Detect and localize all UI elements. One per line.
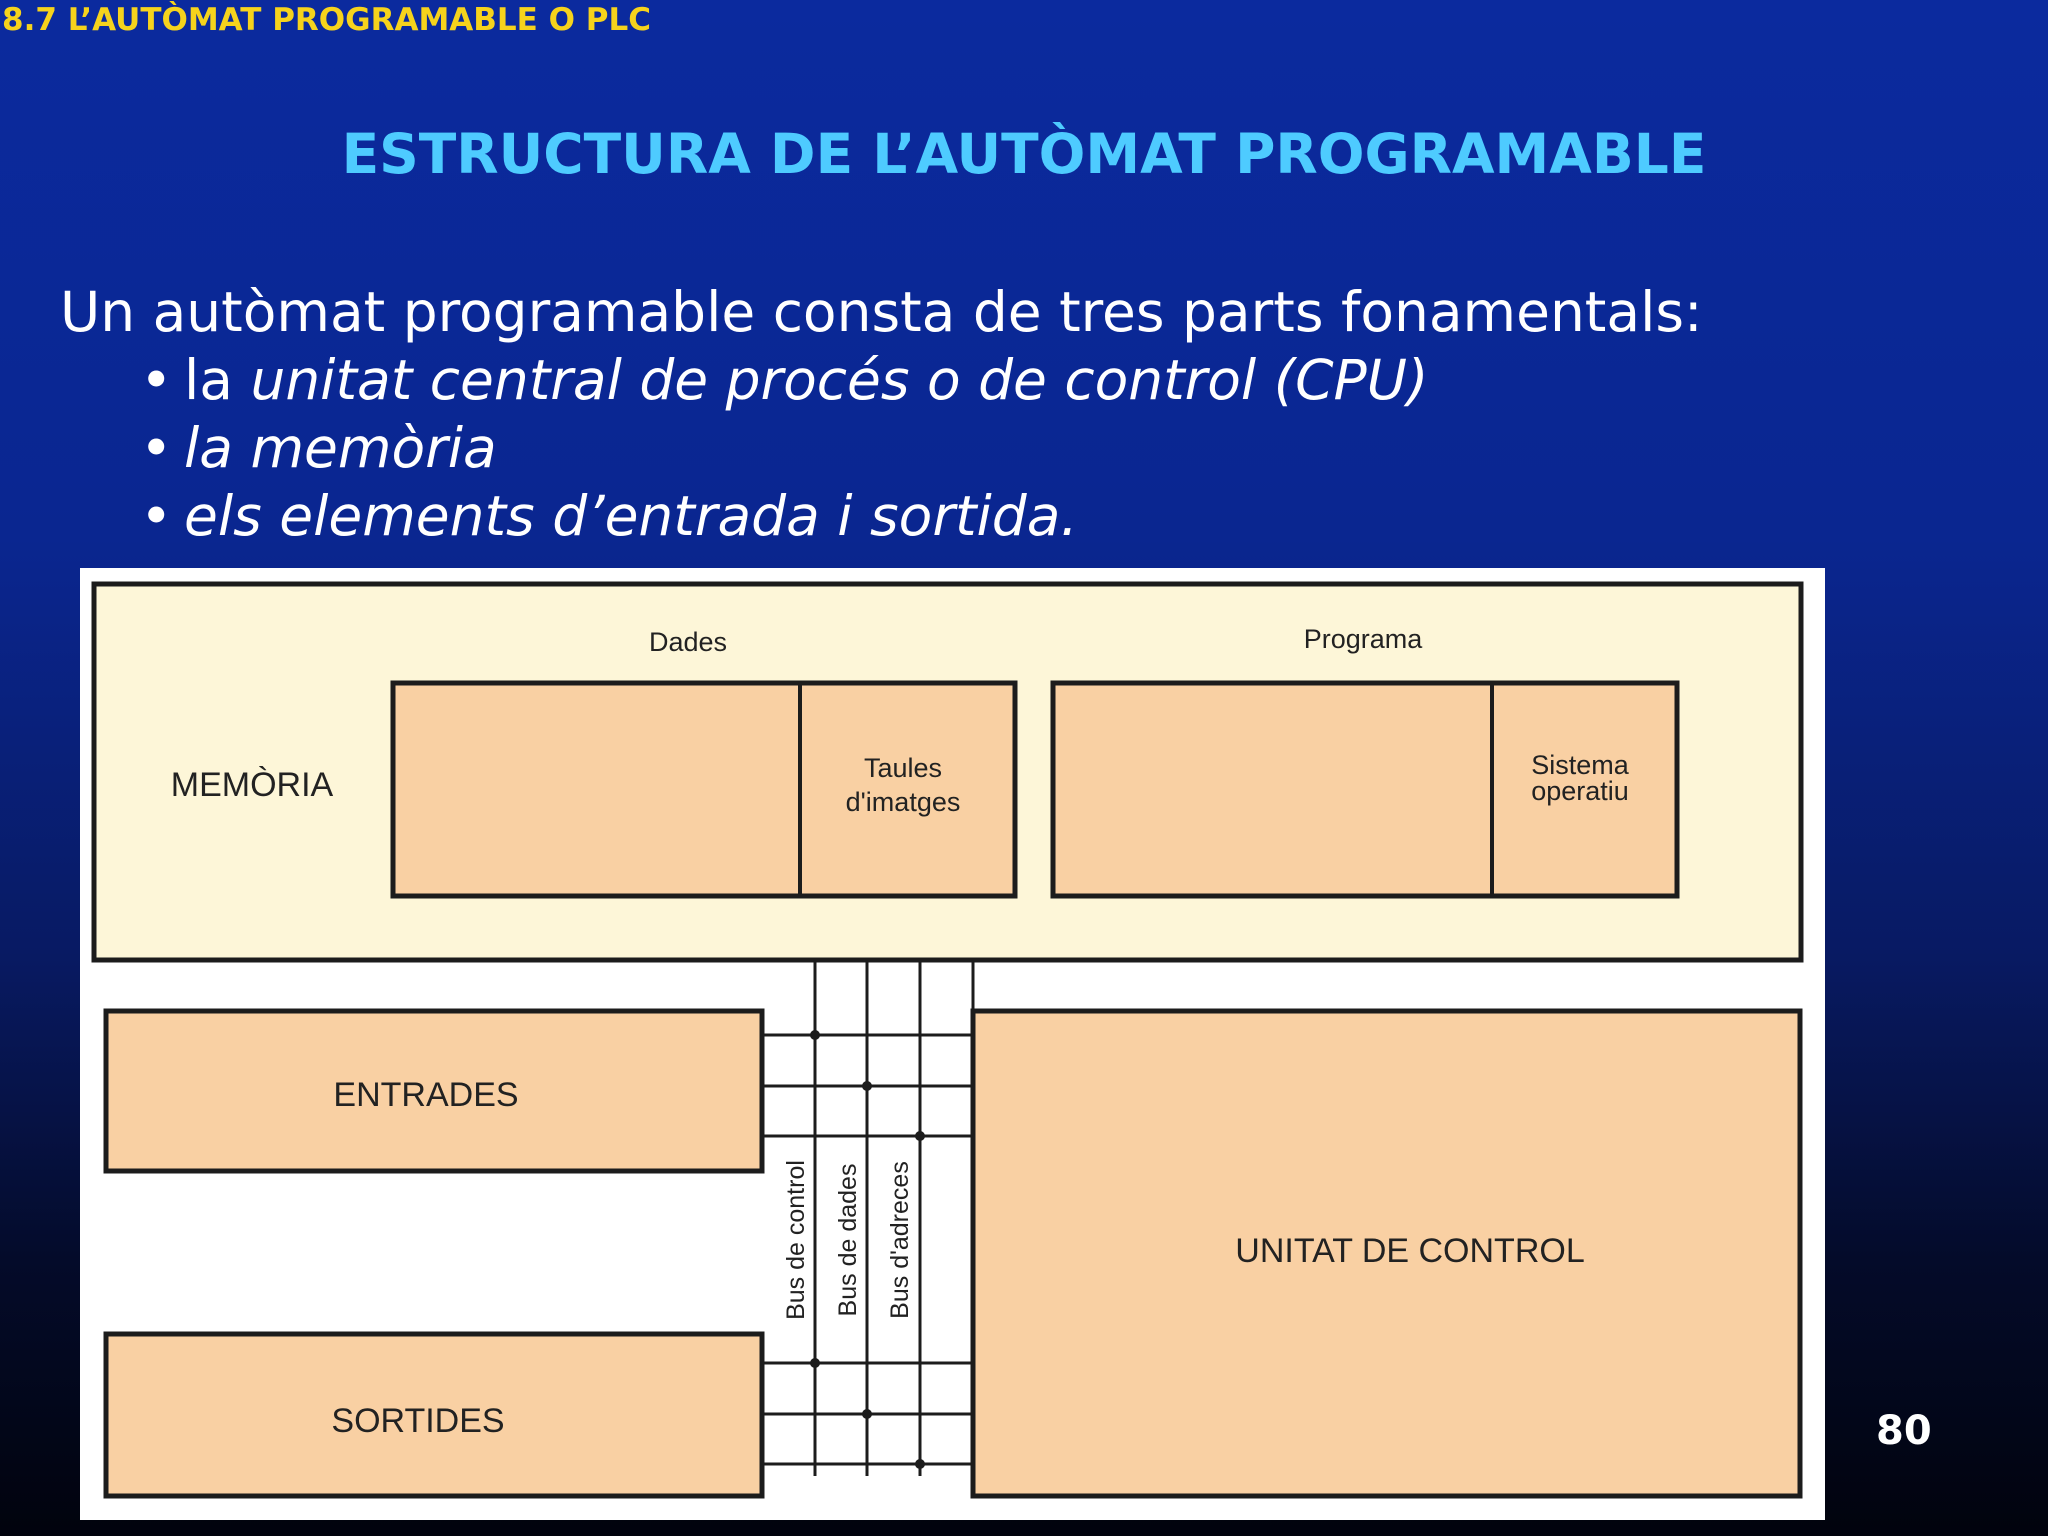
bullet-text: els elements d’entrada i sortida. (184, 484, 1078, 548)
bullet-prefix: la (184, 348, 251, 412)
bus-control-label: Bus de control (782, 1160, 810, 1320)
memory-label: MEMÒRIA (170, 766, 334, 804)
bullet-list (140, 346, 1428, 550)
intro-text: Un autòmat programable consta de tres parts fonamentals: (60, 280, 1703, 344)
program-label: Programa (1303, 624, 1423, 654)
slide-title: ESTRUCTURA DE L’AUTÒMAT PROGRAMABLE (341, 122, 1707, 186)
os-label-line1: Sistema (1531, 750, 1629, 780)
junction-dot (810, 1358, 820, 1368)
section-label: 8.7 L’AUTÒMAT PROGRAMABLE O PLC (2, 2, 652, 38)
bus-data-label: Bus de dades (834, 1163, 862, 1317)
bullet-item-cpu (140, 346, 1428, 414)
control-unit-label: UNITAT DE CONTROL (1235, 1232, 1585, 1270)
junction-dot (862, 1081, 872, 1091)
bullet-item-memory (140, 414, 1428, 482)
data-label: Dades (648, 627, 728, 657)
bullet-item-io (140, 482, 1428, 550)
inputs-label: ENTRADES (333, 1076, 519, 1114)
bullet-dot-icon: • (140, 348, 173, 412)
os-label-line2: operatiu (1531, 776, 1629, 806)
outputs-label: SORTIDES (331, 1402, 505, 1440)
page-number: 80 (1876, 1408, 1932, 1454)
diagram-svg (80, 568, 1825, 1520)
image-tables-label-line1: Taules (863, 753, 943, 783)
plc-structure-diagram (80, 568, 1825, 1520)
bullet-text: la memòria (184, 416, 497, 480)
junction-dot (810, 1030, 820, 1040)
bullet-text: unitat central de procés o de control (CPU) (250, 348, 1429, 412)
image-tables-label-line2: d'imatges (845, 787, 961, 817)
junction-dot (862, 1409, 872, 1419)
junction-dot (915, 1459, 925, 1469)
bullet-dot-icon: • (140, 416, 173, 480)
bus-address-label: Bus d'adreces (886, 1161, 914, 1319)
junction-dot (915, 1131, 925, 1141)
bullet-dot-icon: • (140, 484, 173, 548)
